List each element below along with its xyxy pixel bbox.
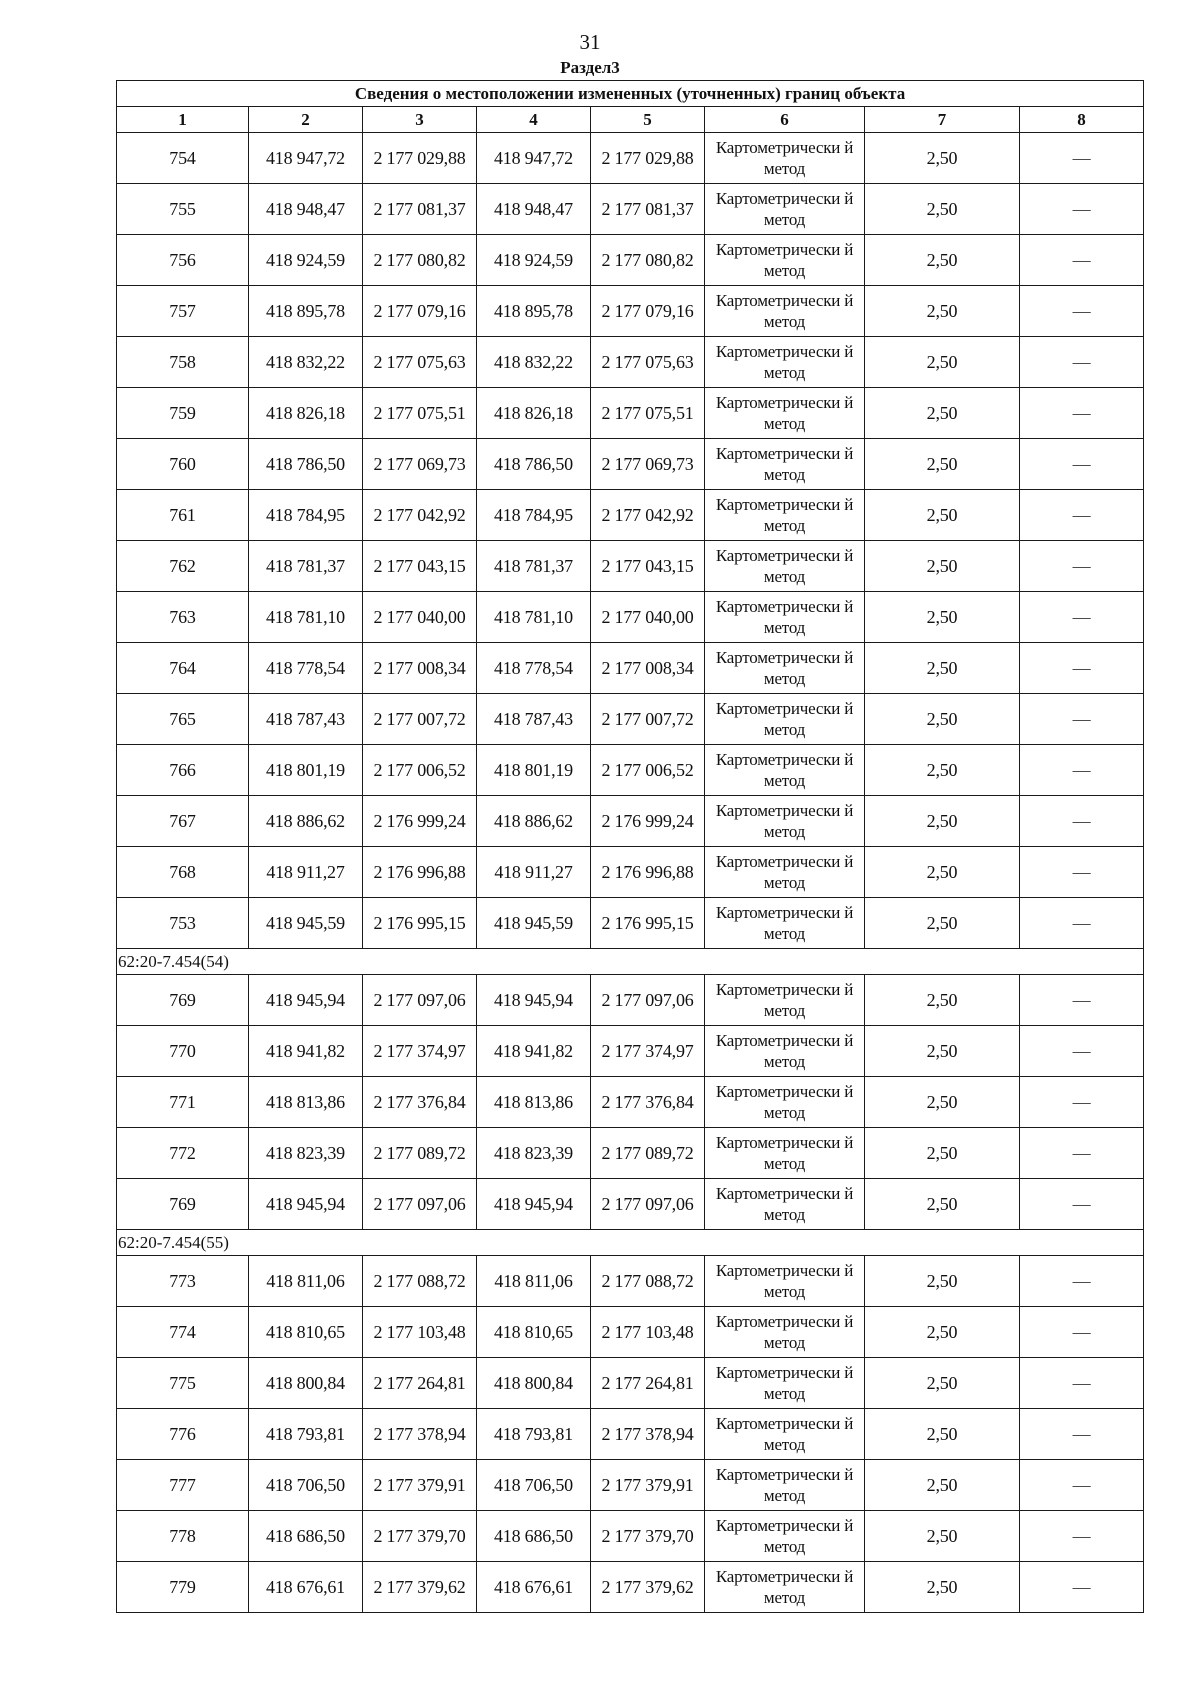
- new-y-cell: 2 176 995,15: [591, 898, 705, 949]
- accuracy-cell: 2,50: [865, 1128, 1020, 1179]
- method-cell: Картометрически й метод: [705, 439, 865, 490]
- table-row: [117, 592, 1144, 643]
- old-y-cell: 2 177 006,52: [363, 745, 477, 796]
- accuracy-cell: 2,50: [865, 1026, 1020, 1077]
- old-y-cell: 2 177 379,70: [363, 1511, 477, 1562]
- description-cell: —: [1020, 439, 1144, 490]
- parcel-group-row: [117, 1230, 1144, 1256]
- point-number-cell: 767: [117, 796, 249, 847]
- table-row: [117, 1409, 1144, 1460]
- new-y-cell: 2 177 374,97: [591, 1026, 705, 1077]
- new-x-cell: 418 924,59: [477, 235, 591, 286]
- old-x-cell: 418 781,37: [249, 541, 363, 592]
- table-row: [117, 975, 1144, 1026]
- point-number-cell: 777: [117, 1460, 249, 1511]
- point-number-cell: 775: [117, 1358, 249, 1409]
- table-row: [117, 439, 1144, 490]
- table-row: [117, 1128, 1144, 1179]
- new-x-cell: 418 786,50: [477, 439, 591, 490]
- new-x-cell: 418 945,59: [477, 898, 591, 949]
- old-x-cell: 418 781,10: [249, 592, 363, 643]
- method-cell: Картометрически й метод: [705, 1562, 865, 1613]
- table-row: [117, 490, 1144, 541]
- old-y-cell: 2 177 079,16: [363, 286, 477, 337]
- old-x-cell: 418 778,54: [249, 643, 363, 694]
- accuracy-cell: 2,50: [865, 1562, 1020, 1613]
- page-number: 31: [579, 30, 601, 54]
- new-y-cell: 2 177 103,48: [591, 1307, 705, 1358]
- old-y-cell: 2 177 029,88: [363, 133, 477, 184]
- new-y-cell: 2 177 042,92: [591, 490, 705, 541]
- table-row: [117, 235, 1144, 286]
- table-row: [117, 1026, 1144, 1077]
- point-number-cell: 766: [117, 745, 249, 796]
- new-x-cell: 418 706,50: [477, 1460, 591, 1511]
- new-x-cell: 418 832,22: [477, 337, 591, 388]
- method-cell: Картометрически й метод: [705, 1511, 865, 1562]
- old-x-cell: 418 924,59: [249, 235, 363, 286]
- table-row: [117, 286, 1144, 337]
- method-cell: Картометрически й метод: [705, 643, 865, 694]
- new-y-cell: 2 177 097,06: [591, 1179, 705, 1230]
- new-y-cell: 2 177 043,15: [591, 541, 705, 592]
- point-number-cell: 761: [117, 490, 249, 541]
- column-header-row: [117, 107, 1144, 133]
- method-cell: Картометрически й метод: [705, 388, 865, 439]
- old-y-cell: 2 176 995,15: [363, 898, 477, 949]
- accuracy-cell: 2,50: [865, 1077, 1020, 1128]
- parcel-group-label: 62:20-7.454(54): [117, 949, 1144, 975]
- new-x-cell: 418 787,43: [477, 694, 591, 745]
- table-row: [117, 898, 1144, 949]
- new-x-cell: 418 801,19: [477, 745, 591, 796]
- new-x-cell: 418 781,10: [477, 592, 591, 643]
- old-x-cell: 418 676,61: [249, 1562, 363, 1613]
- new-x-cell: 418 941,82: [477, 1026, 591, 1077]
- method-cell: Картометрически й метод: [705, 796, 865, 847]
- table-body: [117, 133, 1144, 1613]
- new-y-cell: 2 177 089,72: [591, 1128, 705, 1179]
- method-cell: Картометрически й метод: [705, 975, 865, 1026]
- old-y-cell: 2 176 996,88: [363, 847, 477, 898]
- table-row: [117, 1179, 1144, 1230]
- method-cell: Картометрически й метод: [705, 541, 865, 592]
- old-y-cell: 2 177 007,72: [363, 694, 477, 745]
- old-x-cell: 418 945,94: [249, 1179, 363, 1230]
- table-row: [117, 184, 1144, 235]
- point-number-cell: 759: [117, 388, 249, 439]
- description-cell: —: [1020, 694, 1144, 745]
- new-x-cell: 418 778,54: [477, 643, 591, 694]
- old-y-cell: 2 177 103,48: [363, 1307, 477, 1358]
- accuracy-cell: 2,50: [865, 1409, 1020, 1460]
- old-y-cell: 2 177 042,92: [363, 490, 477, 541]
- old-x-cell: 418 886,62: [249, 796, 363, 847]
- old-x-cell: 418 948,47: [249, 184, 363, 235]
- description-cell: —: [1020, 796, 1144, 847]
- description-cell: —: [1020, 898, 1144, 949]
- description-cell: —: [1020, 643, 1144, 694]
- accuracy-cell: 2,50: [865, 1179, 1020, 1230]
- old-x-cell: 418 686,50: [249, 1511, 363, 1562]
- point-number-cell: 764: [117, 643, 249, 694]
- new-y-cell: 2 177 378,94: [591, 1409, 705, 1460]
- accuracy-cell: 2,50: [865, 1511, 1020, 1562]
- point-number-cell: 758: [117, 337, 249, 388]
- description-cell: —: [1020, 847, 1144, 898]
- new-x-cell: 418 945,94: [477, 1179, 591, 1230]
- accuracy-cell: 2,50: [865, 643, 1020, 694]
- description-cell: —: [1020, 541, 1144, 592]
- point-number-cell: 760: [117, 439, 249, 490]
- old-y-cell: 2 177 264,81: [363, 1358, 477, 1409]
- old-x-cell: 418 811,06: [249, 1256, 363, 1307]
- old-y-cell: 2 177 378,94: [363, 1409, 477, 1460]
- description-cell: —: [1020, 1358, 1144, 1409]
- old-x-cell: 418 895,78: [249, 286, 363, 337]
- old-x-cell: 418 793,81: [249, 1409, 363, 1460]
- table-caption-row: [117, 81, 1144, 107]
- description-cell: —: [1020, 184, 1144, 235]
- new-y-cell: 2 177 079,16: [591, 286, 705, 337]
- accuracy-cell: 2,50: [865, 1307, 1020, 1358]
- column-header: 3: [363, 107, 477, 133]
- new-y-cell: 2 177 080,82: [591, 235, 705, 286]
- point-number-cell: 776: [117, 1409, 249, 1460]
- description-cell: —: [1020, 1409, 1144, 1460]
- new-x-cell: 418 947,72: [477, 133, 591, 184]
- table-row: [117, 847, 1144, 898]
- description-cell: —: [1020, 490, 1144, 541]
- table-caption: Сведения о местоположении измененных (уточненных) границ объекта: [117, 81, 1144, 107]
- parcel-group-label: 62:20-7.454(55): [117, 1230, 1144, 1256]
- method-cell: Картометрически й метод: [705, 694, 865, 745]
- description-cell: —: [1020, 133, 1144, 184]
- new-x-cell: 418 686,50: [477, 1511, 591, 1562]
- new-x-cell: 418 948,47: [477, 184, 591, 235]
- new-y-cell: 2 177 006,52: [591, 745, 705, 796]
- point-number-cell: 754: [117, 133, 249, 184]
- table-row: [117, 541, 1144, 592]
- description-cell: —: [1020, 592, 1144, 643]
- accuracy-cell: 2,50: [865, 592, 1020, 643]
- table-row: [117, 337, 1144, 388]
- accuracy-cell: 2,50: [865, 439, 1020, 490]
- accuracy-cell: 2,50: [865, 490, 1020, 541]
- point-number-cell: 771: [117, 1077, 249, 1128]
- new-x-cell: 418 823,39: [477, 1128, 591, 1179]
- description-cell: —: [1020, 1179, 1144, 1230]
- point-number-cell: 768: [117, 847, 249, 898]
- new-y-cell: 2 177 075,63: [591, 337, 705, 388]
- old-y-cell: 2 177 379,62: [363, 1562, 477, 1613]
- description-cell: —: [1020, 388, 1144, 439]
- description-cell: —: [1020, 1026, 1144, 1077]
- old-y-cell: 2 177 081,37: [363, 184, 477, 235]
- old-y-cell: 2 177 080,82: [363, 235, 477, 286]
- table-row: [117, 694, 1144, 745]
- old-x-cell: 418 801,19: [249, 745, 363, 796]
- accuracy-cell: 2,50: [865, 541, 1020, 592]
- description-cell: —: [1020, 975, 1144, 1026]
- new-x-cell: 418 800,84: [477, 1358, 591, 1409]
- new-x-cell: 418 886,62: [477, 796, 591, 847]
- method-cell: Картометрически й метод: [705, 1409, 865, 1460]
- point-number-cell: 765: [117, 694, 249, 745]
- point-number-cell: 772: [117, 1128, 249, 1179]
- old-y-cell: 2 177 008,34: [363, 643, 477, 694]
- column-header: 7: [865, 107, 1020, 133]
- column-header: 4: [477, 107, 591, 133]
- old-x-cell: 418 706,50: [249, 1460, 363, 1511]
- new-y-cell: 2 177 007,72: [591, 694, 705, 745]
- old-x-cell: 418 945,59: [249, 898, 363, 949]
- old-y-cell: 2 177 097,06: [363, 975, 477, 1026]
- table-row: [117, 643, 1144, 694]
- old-x-cell: 418 800,84: [249, 1358, 363, 1409]
- point-number-cell: 770: [117, 1026, 249, 1077]
- method-cell: Картометрически й метод: [705, 1256, 865, 1307]
- method-cell: Картометрически й метод: [705, 1077, 865, 1128]
- method-cell: Картометрически й метод: [705, 1128, 865, 1179]
- accuracy-cell: 2,50: [865, 847, 1020, 898]
- description-cell: —: [1020, 745, 1144, 796]
- accuracy-cell: 2,50: [865, 337, 1020, 388]
- accuracy-cell: 2,50: [865, 796, 1020, 847]
- old-y-cell: 2 177 069,73: [363, 439, 477, 490]
- description-cell: —: [1020, 337, 1144, 388]
- accuracy-cell: 2,50: [865, 1358, 1020, 1409]
- new-y-cell: 2 177 040,00: [591, 592, 705, 643]
- method-cell: Картометрически й метод: [705, 592, 865, 643]
- new-x-cell: 418 826,18: [477, 388, 591, 439]
- point-number-cell: 774: [117, 1307, 249, 1358]
- method-cell: Картометрически й метод: [705, 1307, 865, 1358]
- new-y-cell: 2 177 008,34: [591, 643, 705, 694]
- table-row: [117, 1077, 1144, 1128]
- point-number-cell: 757: [117, 286, 249, 337]
- new-y-cell: 2 176 996,88: [591, 847, 705, 898]
- new-y-cell: 2 177 088,72: [591, 1256, 705, 1307]
- method-cell: Картометрически й метод: [705, 184, 865, 235]
- old-y-cell: 2 177 040,00: [363, 592, 477, 643]
- new-y-cell: 2 176 999,24: [591, 796, 705, 847]
- description-cell: —: [1020, 1077, 1144, 1128]
- new-x-cell: 418 895,78: [477, 286, 591, 337]
- description-cell: —: [1020, 1128, 1144, 1179]
- new-x-cell: 418 945,94: [477, 975, 591, 1026]
- table-row: [117, 133, 1144, 184]
- table-row: [117, 388, 1144, 439]
- point-number-cell: 763: [117, 592, 249, 643]
- old-x-cell: 418 832,22: [249, 337, 363, 388]
- old-y-cell: 2 177 089,72: [363, 1128, 477, 1179]
- old-x-cell: 418 941,82: [249, 1026, 363, 1077]
- old-y-cell: 2 177 043,15: [363, 541, 477, 592]
- point-number-cell: 769: [117, 975, 249, 1026]
- new-x-cell: 418 911,27: [477, 847, 591, 898]
- accuracy-cell: 2,50: [865, 975, 1020, 1026]
- parcel-group-row: [117, 949, 1144, 975]
- method-cell: Картометрически й метод: [705, 1026, 865, 1077]
- old-y-cell: 2 177 376,84: [363, 1077, 477, 1128]
- new-y-cell: 2 177 376,84: [591, 1077, 705, 1128]
- point-number-cell: 753: [117, 898, 249, 949]
- boundary-coordinates-table: [116, 80, 1144, 1613]
- description-cell: —: [1020, 286, 1144, 337]
- method-cell: Картометрически й метод: [705, 1460, 865, 1511]
- table-row: [117, 1460, 1144, 1511]
- new-y-cell: 2 177 379,70: [591, 1511, 705, 1562]
- description-cell: —: [1020, 235, 1144, 286]
- old-x-cell: 418 826,18: [249, 388, 363, 439]
- method-cell: Картометрически й метод: [705, 1179, 865, 1230]
- point-number-cell: 756: [117, 235, 249, 286]
- new-y-cell: 2 177 264,81: [591, 1358, 705, 1409]
- old-y-cell: 2 177 097,06: [363, 1179, 477, 1230]
- point-number-cell: 762: [117, 541, 249, 592]
- accuracy-cell: 2,50: [865, 184, 1020, 235]
- method-cell: Картометрически й метод: [705, 847, 865, 898]
- old-x-cell: 418 947,72: [249, 133, 363, 184]
- column-header: 8: [1020, 107, 1144, 133]
- accuracy-cell: 2,50: [865, 388, 1020, 439]
- description-cell: —: [1020, 1307, 1144, 1358]
- old-y-cell: 2 177 075,63: [363, 337, 477, 388]
- accuracy-cell: 2,50: [865, 694, 1020, 745]
- column-header: 6: [705, 107, 865, 133]
- method-cell: Картометрически й метод: [705, 1358, 865, 1409]
- method-cell: Картометрически й метод: [705, 286, 865, 337]
- accuracy-cell: 2,50: [865, 898, 1020, 949]
- accuracy-cell: 2,50: [865, 286, 1020, 337]
- table-row: [117, 1358, 1144, 1409]
- description-cell: —: [1020, 1562, 1144, 1613]
- new-x-cell: 418 793,81: [477, 1409, 591, 1460]
- new-x-cell: 418 810,65: [477, 1307, 591, 1358]
- new-y-cell: 2 177 075,51: [591, 388, 705, 439]
- accuracy-cell: 2,50: [865, 1256, 1020, 1307]
- new-x-cell: 418 811,06: [477, 1256, 591, 1307]
- old-x-cell: 418 784,95: [249, 490, 363, 541]
- point-number-cell: 769: [117, 1179, 249, 1230]
- new-y-cell: 2 177 081,37: [591, 184, 705, 235]
- accuracy-cell: 2,50: [865, 235, 1020, 286]
- new-y-cell: 2 177 069,73: [591, 439, 705, 490]
- old-x-cell: 418 911,27: [249, 847, 363, 898]
- new-x-cell: 418 676,61: [477, 1562, 591, 1613]
- method-cell: Картометрически й метод: [705, 235, 865, 286]
- new-y-cell: 2 177 029,88: [591, 133, 705, 184]
- method-cell: Картометрически й метод: [705, 490, 865, 541]
- old-x-cell: 418 786,50: [249, 439, 363, 490]
- new-y-cell: 2 177 097,06: [591, 975, 705, 1026]
- accuracy-cell: 2,50: [865, 133, 1020, 184]
- new-x-cell: 418 784,95: [477, 490, 591, 541]
- table-row: [117, 1307, 1144, 1358]
- table-row: [117, 745, 1144, 796]
- old-x-cell: 418 823,39: [249, 1128, 363, 1179]
- point-number-cell: 779: [117, 1562, 249, 1613]
- point-number-cell: 773: [117, 1256, 249, 1307]
- method-cell: Картометрически й метод: [705, 745, 865, 796]
- new-x-cell: 418 813,86: [477, 1077, 591, 1128]
- old-x-cell: 418 813,86: [249, 1077, 363, 1128]
- old-x-cell: 418 945,94: [249, 975, 363, 1026]
- old-y-cell: 2 177 374,97: [363, 1026, 477, 1077]
- point-number-cell: 778: [117, 1511, 249, 1562]
- column-header: 1: [117, 107, 249, 133]
- method-cell: Картометрически й метод: [705, 898, 865, 949]
- accuracy-cell: 2,50: [865, 745, 1020, 796]
- old-y-cell: 2 177 088,72: [363, 1256, 477, 1307]
- point-number-cell: 755: [117, 184, 249, 235]
- table-row: [117, 1562, 1144, 1613]
- description-cell: —: [1020, 1256, 1144, 1307]
- table-row: [117, 1511, 1144, 1562]
- new-y-cell: 2 177 379,91: [591, 1460, 705, 1511]
- old-x-cell: 418 810,65: [249, 1307, 363, 1358]
- old-x-cell: 418 787,43: [249, 694, 363, 745]
- section-title: Раздел3: [560, 58, 620, 77]
- description-cell: —: [1020, 1511, 1144, 1562]
- method-cell: Картометрически й метод: [705, 337, 865, 388]
- old-y-cell: 2 177 379,91: [363, 1460, 477, 1511]
- table-row: [117, 796, 1144, 847]
- accuracy-cell: 2,50: [865, 1460, 1020, 1511]
- column-header: 2: [249, 107, 363, 133]
- new-y-cell: 2 177 379,62: [591, 1562, 705, 1613]
- method-cell: Картометрически й метод: [705, 133, 865, 184]
- old-y-cell: 2 177 075,51: [363, 388, 477, 439]
- column-header: 5: [591, 107, 705, 133]
- table-row: [117, 1256, 1144, 1307]
- description-cell: —: [1020, 1460, 1144, 1511]
- new-x-cell: 418 781,37: [477, 541, 591, 592]
- old-y-cell: 2 176 999,24: [363, 796, 477, 847]
